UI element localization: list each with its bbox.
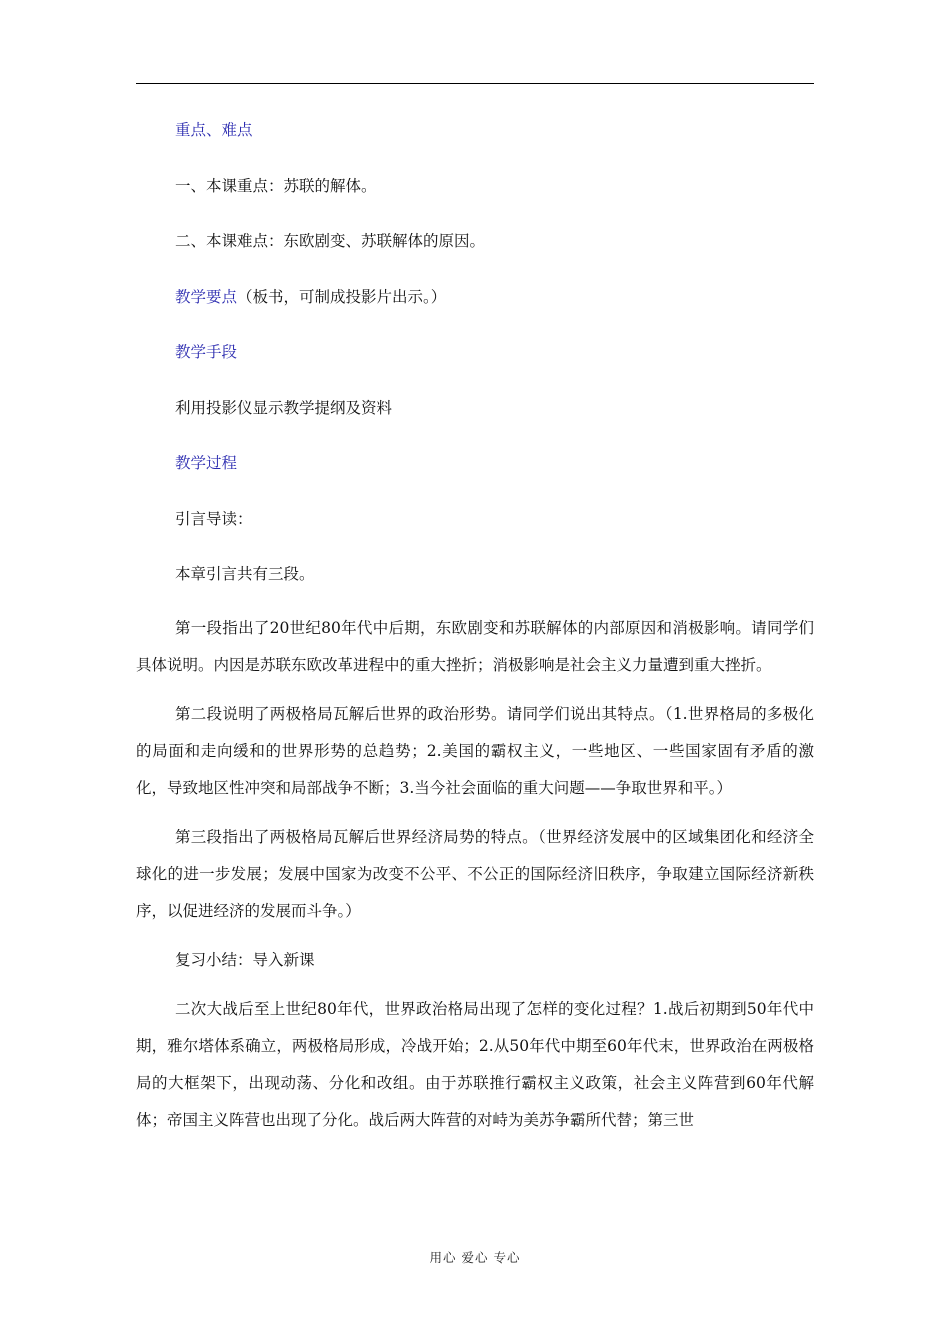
header-rule bbox=[136, 83, 814, 84]
intro-summary: 本章引言共有三段。 bbox=[175, 565, 315, 583]
review-label: 复习小结：导入新课 bbox=[175, 951, 315, 969]
teaching-process-heading: 教学过程 bbox=[175, 454, 238, 472]
paragraph-1: 第一段指出了20世纪80年代中后期，东欧剧变和苏联解体的内部原因和消极影响。请同学们具体说明。内因是苏联东欧改革进程中的重大挫折；消极影响是社会主义力量遭到重大挫折。 bbox=[136, 619, 814, 674]
paragraph-2: 第二段说明了两极格局瓦解后世界的政治形势。请同学们说出其特点。（1.世界格局的多极化的局面和走向缓和的世界形势的总趋势；2.美国的霸权主义，一些地区、一些国家固有矛盾的激化，导致地区性冲突和局部战争不断；3.当今社会面临的重大问题——争取世界和平。） bbox=[136, 705, 814, 797]
key-points-heading: 重点、难点 bbox=[175, 121, 253, 139]
teaching-points-heading: 教学要点 bbox=[175, 287, 238, 306]
key-point-1: 一、本课重点：苏联的解体。 bbox=[175, 176, 377, 195]
teaching-means-heading: 教学手段 bbox=[175, 343, 238, 361]
page-footer: 用心 爱心 专心 bbox=[429, 1250, 521, 1265]
intro-label: 引言导读： bbox=[175, 509, 253, 528]
teaching-points-line bbox=[136, 285, 814, 309]
paragraph-4: 二次大战后至上世纪80年代，世界政治格局出现了怎样的变化过程？1.战后初期到50年代中期，雅尔塔体系确立，两极格局形成，冷战开始；2.从50年代中期至60年代末，世界政治在两极格局的大框架下，出现动荡、分化和改组。由于苏联推行霸权主义政策，社会主义阵营到60年代解体；帝国主义阵营也出现了分化。战后两大阵营的对峙为美苏争霸所代替；第三世 bbox=[136, 1000, 814, 1129]
document-body bbox=[136, 118, 814, 1139]
teaching-means-text: 利用投影仪显示教学提纲及资料 bbox=[175, 398, 393, 417]
teaching-points-note: （板书，可制成投影片出示。） bbox=[237, 287, 447, 306]
key-point-2: 二、本课难点：东欧剧变、苏联解体的原因。 bbox=[175, 232, 486, 250]
paragraph-3: 第三段指出了两极格局瓦解后世界经济局势的特点。（世界经济发展中的区域集团化和经济全球化的进一步发展；发展中国家为改变不公平、不公正的国际经济旧秩序，争取建立国际经济新秩序，以促进经济的发展而斗争。） bbox=[136, 828, 814, 920]
